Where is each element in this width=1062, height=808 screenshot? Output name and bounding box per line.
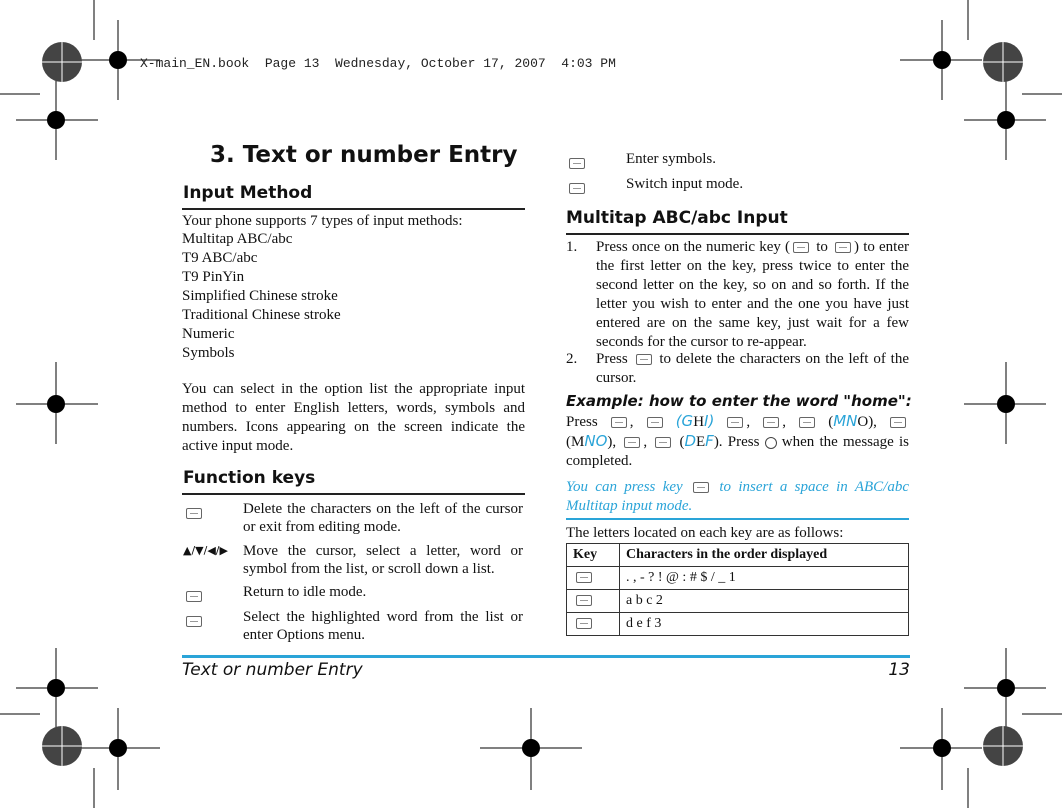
example-word: Press (566, 414, 598, 430)
list-item: Numeric (182, 326, 235, 342)
page-number: 13 (888, 660, 910, 680)
key-6-icon (799, 417, 815, 428)
function-key-text: Return to idle mode. (243, 584, 367, 600)
example-word: Press (727, 434, 760, 450)
tip-part: You can press key (566, 479, 683, 495)
function-key-text: Switch input mode. (626, 176, 744, 192)
footer-section: Text or number Entry (182, 660, 363, 680)
table-cell: . , - ? ! @ : # $ / _ 1 (620, 567, 909, 590)
heading-rule (566, 233, 909, 235)
end-key-icon (183, 587, 205, 605)
step-text: to (812, 239, 833, 255)
left-soft-key-icon (183, 612, 205, 630)
key-0-icon (693, 482, 709, 493)
key-characters-table (566, 543, 909, 636)
input-method-intro: Your phone supports 7 types of input methods: (182, 213, 463, 229)
list-item: T9 PinYin (182, 269, 245, 285)
key-6-icon (727, 417, 743, 428)
list-item: Traditional Chinese stroke (182, 307, 341, 323)
input-method-list (182, 230, 525, 363)
table-cell: d e f 3 (620, 613, 909, 636)
example-letter: D (684, 432, 696, 450)
example-word: ). (713, 434, 723, 450)
step-number: 2. (566, 351, 578, 367)
function-keys-heading: Function keys (183, 468, 316, 488)
key-2-icon (793, 242, 809, 253)
input-method-heading: Input Method (183, 183, 313, 203)
table-cell: a b c 2 (620, 590, 909, 613)
example-word: when the message is completed. (566, 434, 909, 469)
step-text: Press (596, 351, 633, 367)
footer-rule (182, 655, 910, 658)
function-key-text: Move the cursor, select a letter, word or symbol from the list, or scroll down a list. (243, 543, 523, 577)
step-number: 1. (566, 239, 578, 255)
tip-part: to insert a space in ABC/abc Multitap input mode. (566, 479, 910, 514)
key-3-icon (655, 437, 671, 448)
clear-key-icon (183, 504, 205, 522)
ok-key-icon (765, 437, 777, 449)
key-2-icon (567, 590, 620, 613)
heading-rule (182, 208, 525, 210)
example-letter: MN (833, 412, 858, 430)
key-1-icon (567, 567, 620, 590)
list-item: Simplified Chinese stroke (182, 288, 338, 304)
clear-key-icon (636, 354, 652, 365)
example-word: (G (675, 412, 694, 430)
list-item: Multitap ABC/abc (182, 231, 293, 247)
example-text: Press , (GHI) , , (MNO), (MNO), , (DEF). Press when the message is completed. (566, 412, 909, 469)
table-intro: The letters located on each key are as follows: (566, 525, 844, 541)
key-3-icon (624, 437, 640, 448)
step-text: to delete the characters on the left of the cursor. (596, 351, 909, 386)
table-header: Key (567, 544, 620, 567)
navigation-keys-icon: ▲/▼/◀/▶ (183, 544, 228, 557)
table-header-row (567, 544, 909, 567)
key-9-icon (835, 242, 851, 253)
example-word: ( (679, 434, 685, 450)
table-header: Characters in the order displayed (620, 544, 909, 567)
input-method-description: You can select in the option list the appropriate input method to enter English letters, words, symbols and numbers. Icons appearing on the screen indicate the active input mode. (182, 381, 525, 454)
table-row (567, 567, 909, 590)
star-key-icon (566, 154, 588, 172)
table-row (567, 613, 909, 636)
example-word: ), (607, 434, 617, 450)
table-row (567, 590, 909, 613)
example-word: (M (566, 434, 585, 450)
book-header: X-main_EN.book Page 13 Wednesday, October 17, 2007 4:03 PM (140, 56, 616, 71)
multitap-heading: Multitap ABC/abc Input (566, 208, 788, 228)
example-word: I) (704, 412, 715, 430)
function-key-text: Delete the characters on the left of the cursor or exit from editing mode. (243, 501, 523, 535)
step-text: ) to enter the first letter on the key, press twice to enter the second letter on the key, so on and so forth. If the letter you wish to enter and the one you have just entered are on the same key, just wait for a few seconds for the cursor to re-appear. (596, 239, 910, 350)
list-item: T9 ABC/abc (182, 250, 258, 266)
heading-rule (182, 493, 525, 495)
function-key-text: Select the highlighted word from the list or enter Options menu. (243, 609, 523, 643)
key-6-icon (890, 417, 906, 428)
key-6-icon (763, 417, 779, 428)
example-letter: E (696, 434, 706, 450)
key-4-icon (647, 417, 663, 428)
example-letter: H (693, 414, 705, 430)
example-word: ( (828, 414, 834, 430)
example-word: O), (857, 414, 877, 430)
example-letter: NO (584, 432, 608, 450)
step-1 (566, 238, 909, 352)
step-text: Press once on the numeric key ( (596, 239, 791, 255)
step-2 (566, 350, 909, 388)
tip-rule (566, 518, 909, 520)
example-title: Example: how to enter the word "home": (566, 392, 912, 410)
tip-text (566, 478, 909, 516)
function-key-text: Enter symbols. (626, 151, 716, 167)
hash-key-icon (566, 179, 588, 197)
example-letter: F (705, 432, 714, 450)
list-item: Symbols (182, 345, 235, 361)
key-3-icon (567, 613, 620, 636)
key-4-icon (611, 417, 627, 428)
chapter-title: 3. Text or number Entry (210, 142, 518, 168)
